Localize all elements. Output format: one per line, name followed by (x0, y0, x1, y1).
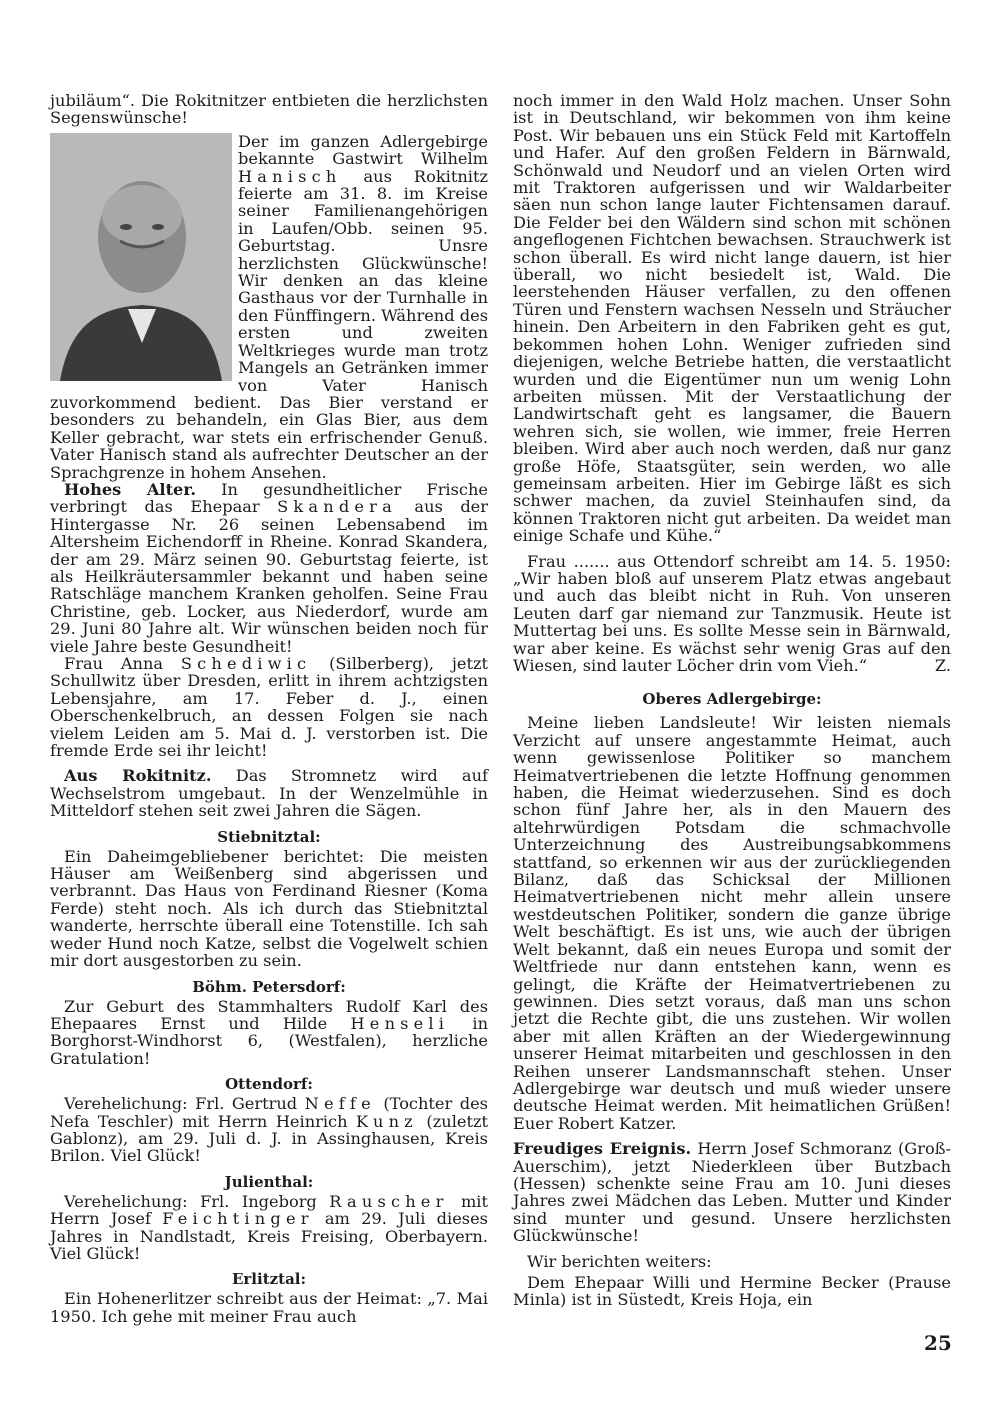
name-hanisch: Hanisch (238, 166, 342, 186)
heading-stiebnitztal: Stiebnitztal: (217, 827, 321, 846)
hohes-alter-paragraph: Hohes Alter. In gesundheitlicher Frische verbringt das Ehepaar Skandera aus der Hintergasse Nr. 26 seinen Lebensabend im Altersheim Eichendorff in Rheine. Konrad Skandera, der am 29. März seinen 90. Geburtstag feierte, ist als Heilkräutersammler bekannt und haben seine Ratschläge manchem Kranken geholfen. Seine Frau Christine, geb. Locker, aus Niederdorf, wurde am 29. Juni 80 Jahre alt. Wir wünschen beiden noch für viele Jahre beste Gesundheit! (50, 479, 488, 656)
schediwic-paragraph: Frau Anna Schediwic (Silberberg), jetzt Schullwitz über Dresden, erlitt in ihrem achtzigsten Lebensjahre, am 17. Feber d. J., einen Oberschenkelbruch, an dessen Folgen sie nach vielem Leiden am 5. Mai d. J. verstorben ist. Die fremde Erde sei ihr leicht! (50, 654, 488, 761)
portrait-photo (50, 133, 232, 381)
letter-continuation-paragraph: noch immer in den Wald Holz machen. Unser Sohn ist in Deutschland, wir bekommen von ihm keine Post. Wir bebauen uns ein Stück Feld mit Kartoffeln und Hafer. Auf den großen Feldern in Bärnwald, Schönwald und Neudorf und an vielen Orten wird mit Traktoren aufgerissen und wir Waldarbeiter säen nun schon lange lauter Fichtensamen darauf. Die Felder bei den Wäldern sind schon mit schönen angeflogenen Fichtchen bewachsen. Strauchwerk ist schon überall. Es wird nicht lange dauern, ist hier überall, wo nicht besiedelt ist, Wald. Die leerstehenden Häuser verfallen, zu den offenen Türen und Fenstern wachsen Nesseln und Sträucher hinein. Den Arbeitern in den Fabriken geht es gut, bekommen hohen Lohn. Weniger zufrieden sind diejenigen, welche Betriebe hatten, die verstaatlicht wurden und die Eigentümer nun um wenig Lohn arbeiten müssen. Mit der Verstaatlichung der Landwirtschaft geht es langsamer, die Bauern wehren sich, sie wollen, wie immer, freie Herren bleiben. Wird aber auch noch werden, daß nur ganz große Höfe, Staatsgüter, sein werden, wo alle gemeinsam arbeiten. Hier im Gebirge läßt es sich schwer machen, da zuviel Steinhaufen sind, da können Traktoren nicht gut arbeiten. Da weidet man einige Schafe und Kühe.“ (513, 91, 951, 546)
name-henseli: Henseli (350, 1013, 450, 1033)
name-feichtinger: Feichtinger (162, 1209, 314, 1229)
heading-erlitztal: Erlitztal: (231, 1270, 307, 1289)
julienthal-paragraph: Verehelichung: Frl. Ingeborg Rauscher mit Herrn Josef Feichtinger am 29. Juli dieses Jahres in Nandlstadt, Kreis Freising, Oberbayern. Viel Glück! (50, 1191, 488, 1263)
name-rauscher: Rauscher (329, 1191, 449, 1211)
name-neffe: Neffe (304, 1094, 376, 1114)
page-number: 25 (924, 1331, 952, 1355)
ottendorf-paragraph: Verehelichung: Frl. Gertrud Neffe (Tochter des Nefa Teschler) mit Herrn Heinrich Kunz (zuletzt Gablonz), am 29. Juli d. J. in Assinghausen, Kreis Brilon. Viel Glück! (50, 1094, 488, 1166)
name-skandera: Skandera (277, 497, 397, 517)
rokitnitz-paragraph: Aus Rokitnitz. Das Stromnetz wird auf Wechselstrom umgebaut. In der Wenzelmühle in Mitteldorf stehen seit zwei Jahren die Sägen. (50, 766, 488, 821)
signature-z: Z. (934, 656, 951, 675)
heading-boehm-petersdorf: Böhm. Petersdorf: (192, 977, 346, 996)
heading-julienthal: Julienthal: (224, 1172, 314, 1191)
left-column (50, 92, 488, 1325)
heading-oberes-adlergebirge: Oberes Adlergebirge: (642, 690, 822, 709)
oberes-adlergebirge-paragraph: Meine lieben Landsleute! Wir leisten niemals Verzicht auf unsere angestammte Heimat, auch wenn gewissenlose Politiker so manchem Heimatvertriebenen die letzte Hoffnung genommen haben, die Heimat wiederzusehen. Sind es doch schon fünf Jahre her, als in den Mauern des altehrwürdigen Potsdam die schmachvolle Unterzeichnung des Austreibungsabkommens stattfand, so erkennen wir aus der zurückliegenden Bilanz, daß das Schicksal der Millionen Heimatvertriebenen nicht mehr allein unsere westdeutschen Politiker, sondern die ganze übrige Welt beschäftigt. Es ist uns, wie auch der übrigen Welt bekannt, daß ein neues Europa und somit der Weltfriede nur dann entstehen kann, wenn es gelingt, die Kräfte der Heimatvertriebenen zu gewinnen. Dies setzt voraus, daß man uns schon jetzt die Rechte gibt, die uns zustehen. Wir wollen aber mit allen Kräften an der Wiedergewinnung unserer Heimat mitarbeiten und geschlossen in den Reihen unserer Landsmannschaft stehen. Unser Adlergebirge war deutsch und muß wieder unsere deutsche Heimat werden. Mit heimatlichen Grüßen! Euer Robert Katzer. (513, 713, 951, 1133)
berichten-weiters-line: Wir berichten weiters: (527, 1251, 712, 1271)
name-kunz: Kunz (356, 1111, 418, 1131)
hohes-alter-label: Hohes Alter. (64, 479, 197, 499)
freudiges-ereignis-label: Freudiges Ereignis. (513, 1139, 692, 1159)
frau-ottendorf-paragraph: Frau ....... aus Ottendorf schreibt am 14. 5. 1950: „Wir haben bloß auf unserem Platz etwas angebaut und auch das bleibt nicht in Ruh. Von unseren Leuten darf gar niemand zur Tanzmusik. Heute ist Muttertag bei uns. Es sollte Messe sein in Bärnwald, war aber keine. Es wächst sehr wenig Gras auf den Wiesen, sind lauter Löcher drin vom Vieh.“ Z. (513, 551, 951, 675)
heading-ottendorf: Ottendorf: (225, 1075, 313, 1094)
freudiges-ereignis-paragraph: Freudiges Ereignis. Herrn Josef Schmoranz (Groß-Auerschim), jetzt Niederkleen über Butzbach (Hessen) schenkte seine Frau am 10. Juni dieses Jahres zwei Mädchen das Leben. Mutter und Kinder sind munter und gesund. Unsere herzlichsten Glückwünsche! (513, 1139, 951, 1246)
name-schediwic: Schediwic (180, 654, 312, 673)
intro-paragraph: jubiläum“. Die Rokitnitzer entbieten die herzlichsten Segenswünsche! (50, 91, 488, 128)
erlitztal-paragraph: Ein Hohenerlitzer schreibt aus der Heimat: „7. Mai 1950. Ich gehe mit meiner Frau auch (50, 1289, 488, 1326)
portrait-image-icon (50, 133, 232, 381)
stiebnitztal-paragraph: Ein Daheimgebliebener berichtet: Die meisten Häuser am Weißenberg sind abgerissen und verbrannt. Das Haus von Ferdinand Riesner (Koma Ferde) steht noch. Als ich durch das Stiebnitztal wanderte, herrschte überall eine Totenstille. Ich sah weder Hund noch Katze, selbst die Vogelwelt schien mir dort ausgestorben zu sein. (50, 846, 488, 971)
becker-paragraph: Dem Ehepaar Willi und Hermine Becker (Prause Minla) ist in Süstedt, Kreis Hoja, ein (513, 1273, 951, 1310)
petersdorf-paragraph: Zur Geburt des Stammhalters Rudolf Karl des Ehepaares Ernst und Hilde Henseli in Borghorst-Windhorst 6, (Westfalen), herzliche Gratulation! (50, 996, 488, 1068)
rokitnitz-label: Aus Rokitnitz. (64, 766, 212, 786)
hanisch-paragraph: Der im ganzen Adlergebirge bekannte Gastwirt Wilhelm Hanisch aus Rokitnitz feierte am 31. 8. im Kreise seiner Familienangehörigen in Laufen/Obb. seinen 95. Geburtstag. Unsre herzlichsten Glückwünsche! Wir denken an das kleine Gasthaus vor der Turnhalle in den Fünffingern. Während des ersten und zweiten Weltkrieges wurde man trotz Mangels an Getränken immer von Vater Hanisch zuvorkommend bedient. Das Bier verstand er besonders zu behandeln, ein Glas Bier, aus dem Keller gebracht, war stets ein erfrischender Genuß. Vater Hanisch stand als aufrechter Deutscher an der Sprachgrenze in hohem Ansehen. (50, 131, 488, 482)
right-column (513, 92, 951, 1309)
